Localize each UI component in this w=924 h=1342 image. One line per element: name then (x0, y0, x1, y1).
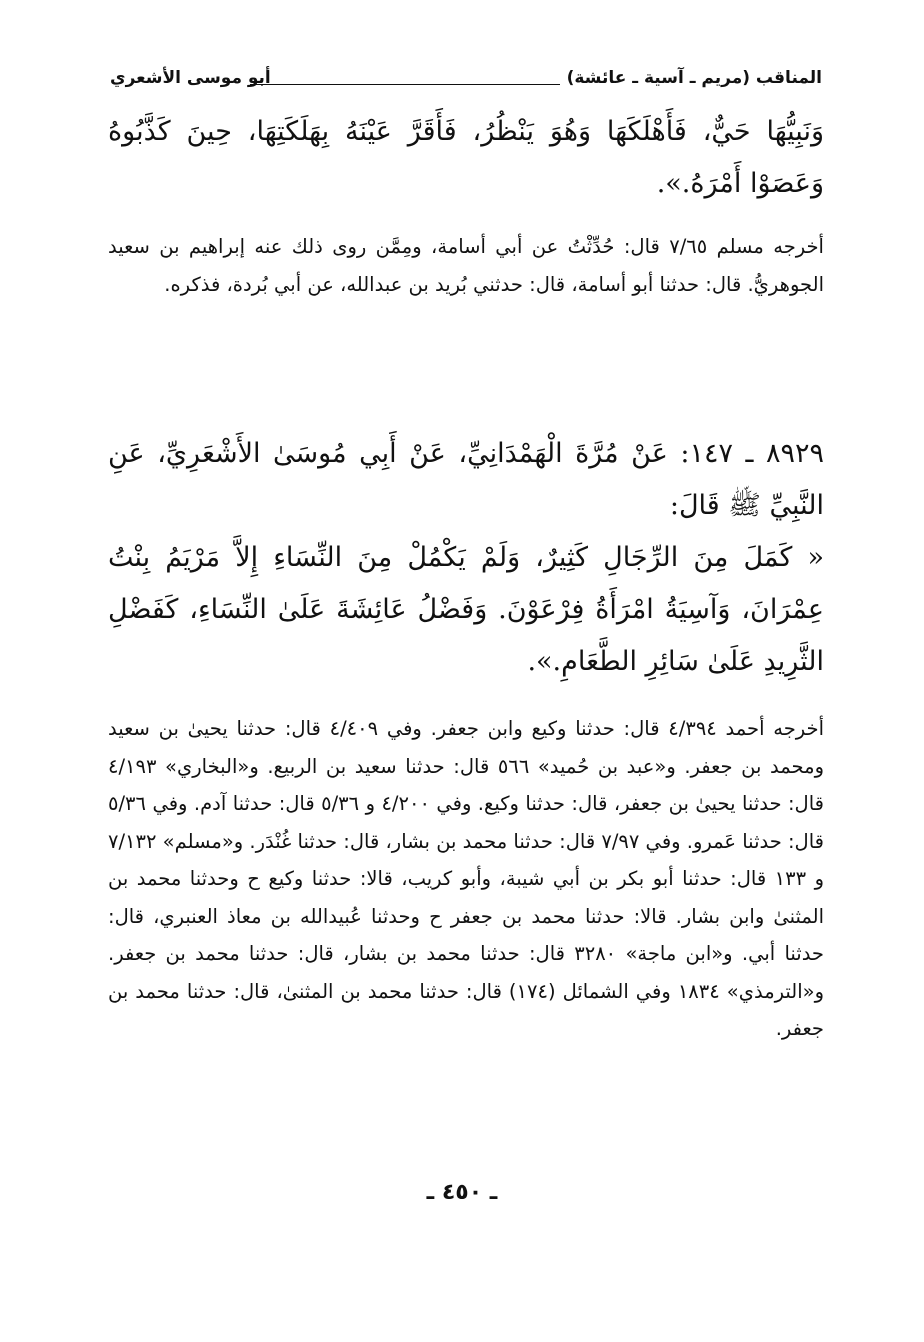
page-number: ـ ٤٥٠ ـ (426, 1180, 498, 1205)
hadith-intro: ٨٩٢٩ ـ ١٤٧: عَنْ مُرَّةَ الْهَمْدَانِيِّ، عَنْ أَبِي مُوسَىٰ الأَشْعَرِيِّ، عَنِ النَّبِيِّ ﷺ قَالَ: (108, 438, 825, 521)
header-rule (250, 84, 560, 85)
takhrij-note-1: أخرجه مسلم ٧/٦٥ قال: حُدِّثْتُ عن أبي أسامة، ومِمَّن روى ذلك عنه إبراهيم بن سعيد الجوهريُّ. قال: حدثنا أبو أسامة، قال: حدثني بُريد بن عبدالله، عن أبي بُردة، فذكره. (108, 235, 824, 296)
header-narrator: أبو موسى الأشعري (110, 68, 271, 88)
hadith-text: « كَمَلَ مِنَ الرِّجَالِ كَثِيرٌ، وَلَمْ يَكْمُلْ مِنَ النِّسَاءِ إِلاَّ مَرْيَمُ بِنْتُ عِمْرَانَ، وَآسِيَةُ امْرَأَةُ فِرْعَوْنَ. وَفَضْلُ عَائِشَةَ عَلَىٰ النِّسَاءِ، كَفَضْلِ الثَّرِيدِ عَلَىٰ سَائِرِ الطَّعَامِ.». (108, 542, 824, 677)
continuation-text: وَنَبِيُّهَا حَيٌّ، فَأَهْلَكَهَا وَهُوَ يَنْظُرُ، فَأَقَرَّ عَيْنَهُ بِهَلَكَتِهَا، حِينَ كَذَّبُوهُ وَعَصَوْا أَمْرَهُ.». (108, 116, 824, 199)
header-section-title: المناقب (مريم ـ آسية ـ عائشة) (566, 68, 822, 88)
running-header (110, 68, 822, 98)
takhrij-note-2: أخرجه أحمد ٤/٣٩٤ قال: حدثنا وكيع وابن جعفر. وفي ٤/٤٠٩ قال: حدثنا يحيىٰ بن سعيد ومحمد بن جعفر. و«عبد بن حُميد» ٥٦٦ قال: حدثنا سعيد بن الربيع. و«البخاري» ٤/١٩٣ قال: حدثنا يحيىٰ بن جعفر، قال: حدثنا وكيع. وفي ٤/٢٠٠ و ٥/٣٦ قال: حدثنا آدم. وفي ٥/٣٦ قال: حدثنا عَمرو. وفي ٧/٩٧ قال: حدثنا محمد بن بشار، قال: حدثنا غُنْدَر. و«مسلم» ٧/١٣٢ و ١٣٣ قال: حدثنا أبو بكر بن أبي شيبة، وأبو كريب، قالا: حدثنا وكيع ح وحدثنا محمد بن المثنىٰ وابن بشار. قالا: حدثنا محمد بن جعفر ح وحدثنا عُبيدالله بن معاذ العنبري، قال: حدثنا أبي. و«ابن ماجة» ٣٢٨٠ قال: حدثنا محمد بن بشار، قال: حدثنا محمد بن جعفر. و«الترمذي» ١٨٣٤ وفي الشمائل (١٧٤) قال: حدثنا محمد بن المثنىٰ، قال: حدثنا محمد بن جعفر. (108, 717, 825, 1040)
